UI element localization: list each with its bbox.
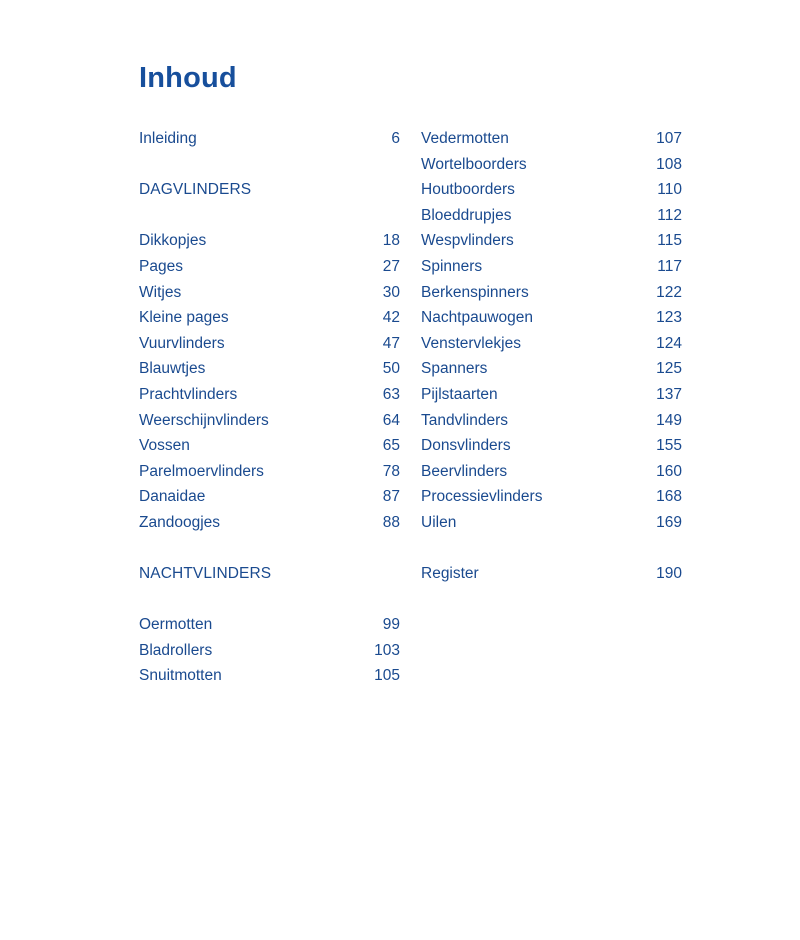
toc-entry-page-number: 27 <box>382 257 400 275</box>
toc-entry-page-number: 125 <box>656 360 682 378</box>
toc-entry-pijlstaarten <box>421 382 682 408</box>
toc-entry-label: Tandvlinders <box>421 411 509 429</box>
toc-entry-label: Zandoogjes <box>139 513 221 531</box>
toc-entry-label: Dikkopjes <box>139 232 207 250</box>
toc-entry-page-number: 42 <box>382 309 400 327</box>
toc-entry-page-number: 155 <box>656 437 682 455</box>
toc-entry-page-number: 123 <box>656 309 682 327</box>
toc-entry-label: Kleine pages <box>139 309 229 327</box>
toc-entry-page-number: 50 <box>382 360 400 378</box>
toc-entry-tandvlinders <box>421 408 682 434</box>
toc-entry-page-number: 110 <box>657 181 682 199</box>
toc-entry-label: Spinners <box>421 257 483 275</box>
toc-entry-processievlinders <box>421 484 682 510</box>
toc-entry-label: Wespvlinders <box>421 232 514 250</box>
toc-entry-page-number: 122 <box>656 283 682 301</box>
toc-entry-label: Houtboorders <box>421 181 515 199</box>
toc-entry-weerschijnvlinders <box>139 408 400 434</box>
toc-entry-page-number: 168 <box>656 488 682 506</box>
section-heading-label: NACHTVLINDERS <box>139 565 272 583</box>
toc-entry-label: Berkenspinners <box>421 283 529 301</box>
toc-entry-parelmoervlinders <box>139 459 400 485</box>
toc-column-left <box>139 126 400 689</box>
toc-entry-page-number: 63 <box>382 385 400 403</box>
toc-entry-venstervlekjes <box>421 331 682 357</box>
toc-spacer <box>139 587 400 613</box>
toc-entry-spanners <box>421 356 682 382</box>
toc-entry-vedermotten <box>421 126 682 152</box>
toc-entry-page-number: 117 <box>657 257 682 275</box>
toc-entry-label: Nachtpauwogen <box>421 309 534 327</box>
toc-entry-donsvlinders <box>421 433 682 459</box>
toc-entry-label: Processievlinders <box>421 488 543 506</box>
toc-entry-label: Witjes <box>139 283 182 301</box>
toc-entry-page-number: 112 <box>657 206 682 224</box>
toc-entry-nachtpauwogen <box>421 305 682 331</box>
toc-entry-dikkopjes <box>139 228 400 254</box>
toc-entry-inleiding <box>139 126 400 152</box>
toc-entry-uilen <box>421 510 682 536</box>
toc-entry-label: Donsvlinders <box>421 437 511 455</box>
toc-entry-label: Pijlstaarten <box>421 385 498 403</box>
toc-entry-danaidae <box>139 484 400 510</box>
toc-entry-houtboorders <box>421 177 682 203</box>
toc-entry-page-number: 6 <box>391 130 400 147</box>
toc-entry-label: Bladrollers <box>139 641 213 659</box>
toc-entry-spinners <box>421 254 682 280</box>
toc-entry-label: Bloeddrupjes <box>421 206 512 224</box>
toc-entry-page-number: 65 <box>382 437 400 455</box>
toc-entry-berkenspinners <box>421 280 682 306</box>
toc-entry-page-number: 78 <box>382 462 400 480</box>
toc-entry-label: Uilen <box>421 513 457 531</box>
toc-entry-zandoogjes <box>139 510 400 536</box>
toc-entry-oermotten <box>139 612 400 638</box>
toc-entry-bloeddrupjes <box>421 203 682 229</box>
toc-entry-page-number: 64 <box>382 411 400 429</box>
toc-entry-label: Wortelboorders <box>421 155 527 173</box>
toc-entry-pages <box>139 254 400 280</box>
toc-entry-label: Snuitmotten <box>139 667 222 685</box>
toc-entry-bladrollers <box>139 638 400 664</box>
toc-entry-label: Register <box>421 565 479 583</box>
toc-entry-label: Vossen <box>139 437 190 455</box>
toc-entry-page-number: 87 <box>382 488 400 506</box>
toc-entry-vossen <box>139 433 400 459</box>
toc-entry-page-number: 30 <box>382 283 400 301</box>
toc-entry-page-number: 115 <box>657 232 682 250</box>
toc-entry-wespvlinders <box>421 228 682 254</box>
toc-entry-label: Inleiding <box>139 130 197 147</box>
toc-entry-label: Vuurvlinders <box>139 334 225 352</box>
toc-entry-page-number: 99 <box>382 616 400 634</box>
toc-entry-beervlinders <box>421 459 682 485</box>
toc-entry-prachtvlinders <box>139 382 400 408</box>
toc-entry-label: Beervlinders <box>421 462 508 480</box>
toc-entry-page-number: 107 <box>656 130 682 147</box>
toc-section-heading <box>139 561 400 587</box>
toc-entry-page-number: 169 <box>656 513 682 531</box>
toc-entry-page-number: 88 <box>382 513 400 531</box>
toc-column-right <box>421 126 682 587</box>
toc-entry-vuurvlinders <box>139 331 400 357</box>
toc-section-heading <box>139 177 400 203</box>
toc-entry-page-number: 108 <box>656 155 682 173</box>
toc-entry-label: Pages <box>139 257 183 275</box>
toc-spacer <box>139 152 400 178</box>
toc-entry-page-number: 190 <box>656 565 682 583</box>
toc-entry-witjes <box>139 280 400 306</box>
toc-entry-label: Parelmoervlinders <box>139 462 264 480</box>
toc-entry-label: Oermotten <box>139 616 213 634</box>
toc-entry-page-number: 103 <box>374 641 400 659</box>
toc-entry-page-number: 47 <box>382 334 400 352</box>
toc-entry-page-number: 137 <box>656 385 682 403</box>
toc-spacer <box>139 536 400 562</box>
section-heading-label: DAGVLINDERS <box>139 181 252 199</box>
toc-entry-register <box>421 561 682 587</box>
toc-spacer <box>139 203 400 229</box>
page-title: Inhoud <box>139 62 237 94</box>
toc-entry-blauwtjes <box>139 356 400 382</box>
toc-entry-label: Danaidae <box>139 488 206 506</box>
toc-entry-label: Blauwtjes <box>139 360 206 378</box>
toc-entry-page-number: 124 <box>656 334 682 352</box>
toc-entry-label: Vedermotten <box>421 130 509 147</box>
toc-entry-page-number: 160 <box>656 462 682 480</box>
toc-entry-page-number: 18 <box>382 232 400 250</box>
toc-spacer <box>421 536 682 562</box>
toc-entry-label: Prachtvlinders <box>139 385 238 403</box>
toc-entry-label: Venstervlekjes <box>421 334 521 352</box>
toc-entry-page-number: 105 <box>374 667 400 685</box>
toc-entry-label: Spanners <box>421 360 488 378</box>
toc-entry-kleine-pages <box>139 305 400 331</box>
toc-entry-page-number: 149 <box>656 411 682 429</box>
toc-entry-label: Weerschijnvlinders <box>139 411 269 429</box>
toc-entry-wortelboorders <box>421 152 682 178</box>
toc-entry-snuitmotten <box>139 663 400 689</box>
